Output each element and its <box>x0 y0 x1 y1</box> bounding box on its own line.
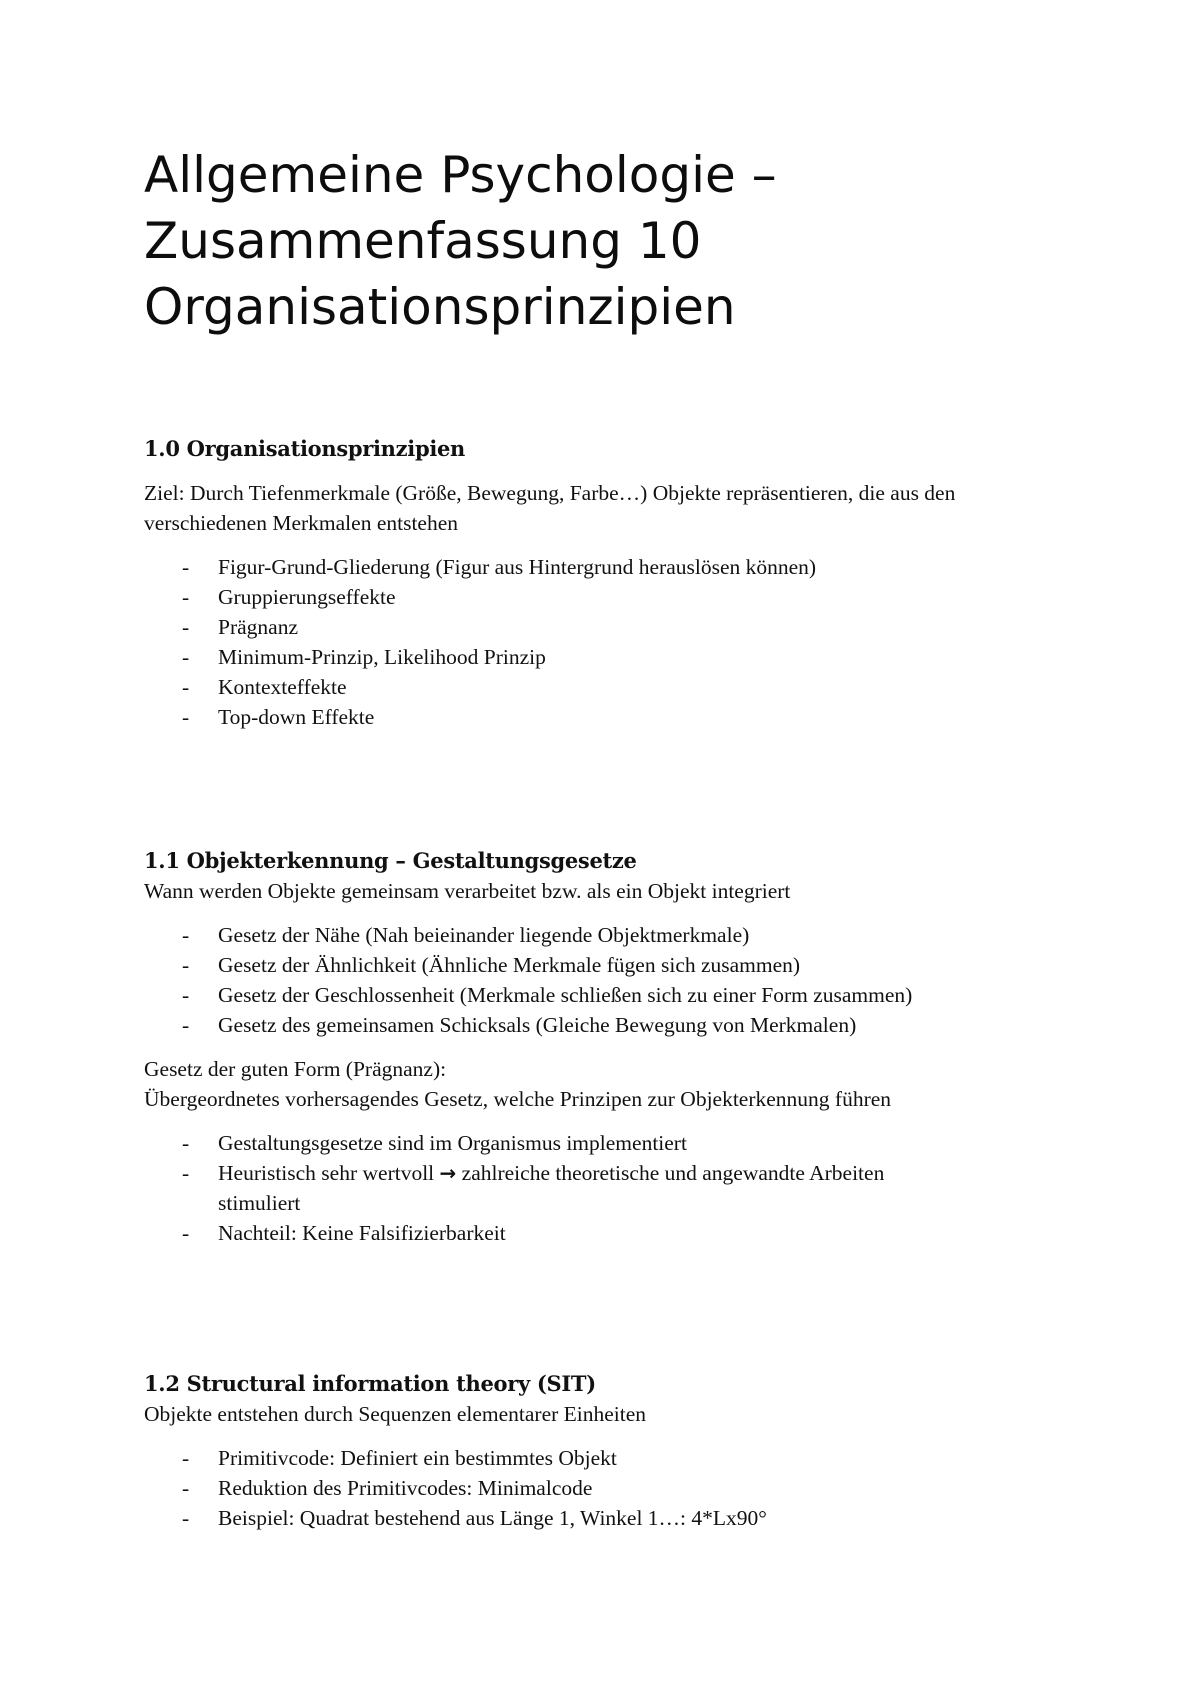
list-item <box>144 1218 1074 1248</box>
list-item-text: Figur-Grund-Gliederung (Figur aus Hintergrund herauslösen können) <box>218 555 817 579</box>
dash-marker: - <box>182 1161 190 1185</box>
title-line-1: Allgemeine Psychologie – <box>144 146 777 204</box>
list-item-text: Prägnanz <box>218 615 298 639</box>
title-line-2: Zusammenfassung 10 <box>144 212 702 270</box>
list-item <box>144 672 1074 702</box>
dash-marker: - <box>182 1221 190 1245</box>
list-item-text: Heuristisch sehr wertvoll <box>218 1161 435 1185</box>
dash-marker: - <box>182 1131 190 1155</box>
list-item <box>144 582 1074 612</box>
dash-marker: - <box>182 1446 190 1470</box>
spacer <box>144 464 1074 478</box>
arrow-right-icon: → <box>439 1161 457 1185</box>
dash-marker: - <box>182 1506 190 1530</box>
bullet-list <box>144 1443 1074 1533</box>
list-item-text: Beispiel: Quadrat bestehend aus Länge 1, Winkel 1…: 4*Lx90° <box>218 1506 767 1530</box>
dash-marker: - <box>182 705 190 729</box>
section-1-1 <box>144 846 1074 1248</box>
list-item-text: Gesetz der Geschlossenheit (Merkmale schließen sich zu einer Form zusammen) <box>218 983 913 1007</box>
title-line-3: Organisationsprinzipien <box>144 278 736 336</box>
dash-marker: - <box>182 615 190 639</box>
bullet-list <box>144 1128 1074 1248</box>
list-item-text: Top-down Effekte <box>218 705 375 729</box>
list-item-text: Gesetz der Ähnlichkeit (Ähnliche Merkmale fügen sich zusammen) <box>218 953 801 977</box>
dash-marker: - <box>182 555 190 579</box>
section-heading: 1.2 Structural information theory (SIT) <box>144 1371 596 1396</box>
dash-marker: - <box>182 1476 190 1500</box>
dash-marker: - <box>182 983 190 1007</box>
section-intro: Wann werden Objekte gemeinsam verarbeitet bzw. als ein Objekt integriert <box>144 879 791 903</box>
section-intro: Objekte entstehen durch Sequenzen elementarer Einheiten <box>144 1402 647 1426</box>
bullet-list <box>144 552 1074 732</box>
section-heading: 1.1 Objekterkennung – Gestaltungsgesetze <box>144 848 637 873</box>
list-item-text: Kontexteffekte <box>218 675 347 699</box>
list-item <box>144 702 1074 732</box>
section-1-2 <box>144 1369 1074 1533</box>
list-item <box>144 1128 1074 1158</box>
list-item <box>144 1158 1074 1218</box>
section-intro-line-2: verschiedenen Merkmalen entstehen <box>144 511 459 535</box>
list-item-text: Primitivcode: Definiert ein bestimmtes Objekt <box>218 1446 617 1470</box>
document-title <box>144 142 777 340</box>
bullet-list <box>144 920 1074 1040</box>
list-item-text: Nachteil: Keine Falsifizierbarkeit <box>218 1221 506 1245</box>
list-item <box>144 1503 1074 1533</box>
dash-marker: - <box>182 675 190 699</box>
dash-marker: - <box>182 585 190 609</box>
spacer <box>144 538 1074 552</box>
list-item-text: Reduktion des Primitivcodes: Minimalcode <box>218 1476 593 1500</box>
list-item <box>144 552 1074 582</box>
list-item-text: Gruppierungseffekte <box>218 585 396 609</box>
section-intro-line-1: Ziel: Durch Tiefenmerkmale (Größe, Bewegung, Farbe…) Objekte repräsentieren, die aus den <box>144 481 956 505</box>
list-item-text-continued: stimuliert <box>218 1191 301 1215</box>
list-item-text: zahlreiche theoretische und angewandte Arbeiten <box>461 1161 885 1185</box>
spacer <box>144 1040 1074 1054</box>
list-item <box>144 920 1074 950</box>
list-item-text: Gestaltungsgesetze sind im Organismus implementiert <box>218 1131 687 1155</box>
spacer <box>144 1429 1074 1443</box>
list-item <box>144 1010 1074 1040</box>
section-1-0 <box>144 434 1074 732</box>
subsection-description: Übergeordnetes vorhersagendes Gesetz, welche Prinzipen zur Objekterkennung führen <box>144 1087 892 1111</box>
spacer <box>144 906 1074 920</box>
list-item <box>144 1473 1074 1503</box>
list-item-text: Minimum-Prinzip, Likelihood Prinzip <box>218 645 546 669</box>
list-item <box>144 642 1074 672</box>
list-item <box>144 950 1074 980</box>
list-item <box>144 980 1074 1010</box>
list-item <box>144 1443 1074 1473</box>
list-item-text: Gesetz des gemeinsamen Schicksals (Gleiche Bewegung von Merkmalen) <box>218 1013 857 1037</box>
section-heading: 1.0 Organisationsprinzipien <box>144 436 466 461</box>
list-item-text: Gesetz der Nähe (Nah beieinander liegende Objektmerkmale) <box>218 923 750 947</box>
list-item <box>144 612 1074 642</box>
spacer <box>144 1114 1074 1128</box>
dash-marker: - <box>182 645 190 669</box>
dash-marker: - <box>182 953 190 977</box>
subsection-label: Gesetz der guten Form (Prägnanz): <box>144 1057 447 1081</box>
dash-marker: - <box>182 923 190 947</box>
dash-marker: - <box>182 1013 190 1037</box>
